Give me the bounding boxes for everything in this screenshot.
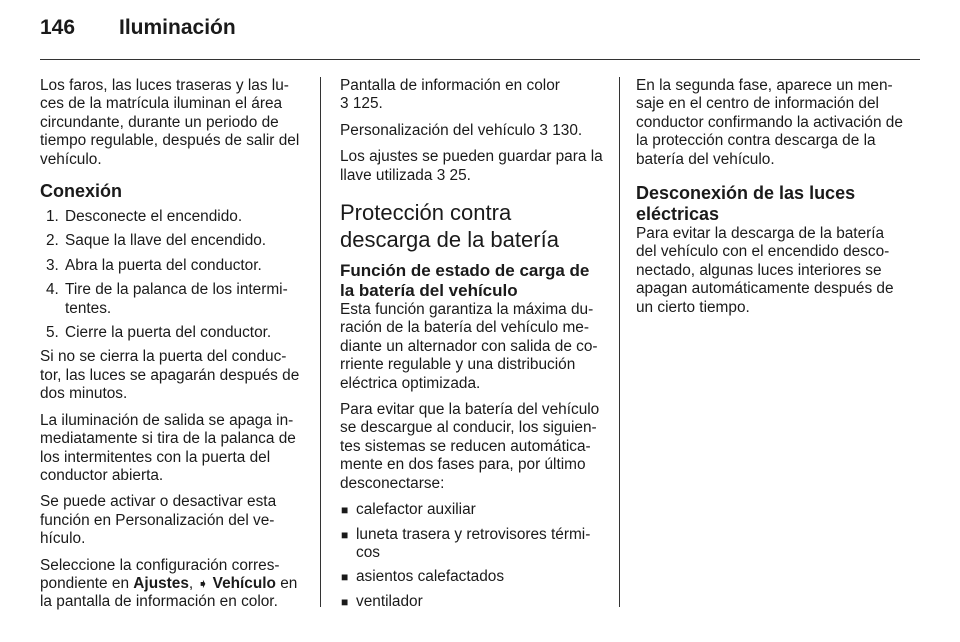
heading-desconexion: Desconexión de las luces eléctricas (636, 183, 856, 225)
systems-list (340, 501, 604, 611)
column-1 (40, 77, 305, 620)
list-item-text: calefactor auxiliar (356, 501, 476, 519)
list-item (40, 257, 305, 275)
column-2 (340, 77, 604, 617)
cross-reference (340, 148, 604, 185)
steps-list (40, 208, 305, 342)
paragraph: La iluminación de salida se apaga in-mediatamente si tira de la palanca de los intermitentes con la puerta del conductor abierta. (40, 411, 296, 484)
section-title: Iluminación (119, 16, 236, 39)
step-text: Desconecte el encendido. (65, 208, 243, 226)
step-number: 1. (46, 208, 59, 226)
paragraph: Si no se cierra la puerta del conduc-tor, las luces se apagarán después de dos minutos. (40, 348, 300, 403)
list-item (40, 281, 305, 318)
reference-arrow-icon: 3 (340, 95, 349, 113)
bullet-icon: ■ (341, 570, 349, 585)
list-item-text: luneta trasera y retrovisores térmi-cos (356, 525, 591, 561)
list-item (40, 324, 305, 342)
text-run: Seleccione la configuración corres-pondiente en (40, 556, 280, 592)
step-number: 2. (46, 232, 59, 250)
paragraph: En la segunda fase, aparece un men-saje en el centro de información del conductor confirmando la activación de la protección contra descarga de la batería del vehículo. (636, 77, 903, 168)
intro-paragraph: Los faros, las luces traseras y las lu-ces de la matrícula iluminan el área circundante, durante un periodo de tiempo regulable, después de salir del vehículo. (40, 77, 300, 168)
bullet-icon: ■ (341, 503, 349, 518)
column-divider-2 (619, 77, 620, 607)
step-number: 5. (46, 324, 59, 342)
text-run: , (188, 574, 198, 592)
column-3 (636, 77, 904, 325)
paragraph: Esta función garantiza la máxima du-ración de la batería del vehículo me-diante un alternador con salida de co-rriente regulable y una distribución eléctrica optimizada. (340, 301, 598, 392)
cross-reference (340, 122, 604, 140)
column-divider-1 (320, 77, 321, 607)
reference-text: Los ajustes se pueden guardar para la llave utilizada (340, 148, 603, 184)
list-item (340, 593, 604, 611)
paragraph: Se puede activar o desactivar esta función en Personalización del ve-hículo. (40, 493, 277, 548)
reference-text: Pantalla de información en color (340, 77, 560, 94)
reference-text: Personalización del vehículo (340, 121, 536, 139)
list-item (340, 526, 604, 563)
heading-proteccion: Protección contra descarga de la batería (340, 200, 559, 253)
reference-arrow-icon: 3 (539, 121, 548, 139)
reference-page: 125. (352, 95, 383, 113)
step-text: Abra la puerta del conductor. (65, 256, 262, 274)
reference-page: 130. (552, 121, 583, 139)
reference-page: 25. (449, 166, 471, 184)
reference-arrow-icon: 3 (436, 166, 446, 184)
subheading-estado-carga: Función de estado de carga de la batería del vehículo (340, 261, 590, 301)
paragraph: Para evitar la descarga de la batería del vehículo con el encendido desco-nectado, algunas luces interiores se apagan automáticamente después de un cierto tiempo. (636, 225, 894, 316)
paragraph: Para evitar que la batería del vehículo se descargue al conducir, los siguien-tes sistemas se reducen automática-mente en dos fases para, por último desconectarse: (340, 401, 600, 492)
step-number: 3. (46, 256, 59, 274)
cross-reference (340, 77, 604, 114)
heading-conexion: Conexión (40, 181, 123, 202)
step-text: Tire de la palanca de los intermi-tentes. (65, 281, 288, 317)
list-item (340, 501, 604, 519)
list-item-text: ventilador (356, 592, 423, 610)
arrow-icon: ➧ (197, 575, 209, 591)
menu-vehiculo: Vehículo (212, 574, 276, 592)
text-run: en la pantalla de información en color. (40, 574, 298, 611)
step-number: 4. (46, 281, 59, 299)
list-item (340, 568, 604, 586)
page-number: 146 (40, 16, 76, 39)
page-header (40, 16, 920, 50)
step-text: Cierre la puerta del conductor. (65, 324, 272, 342)
list-item (40, 232, 305, 250)
list-item (40, 208, 305, 226)
header-rule (40, 59, 920, 60)
step-text: Saque la llave del encendido. (65, 232, 267, 250)
menu-ajustes: Ajustes (133, 574, 189, 592)
bullet-icon: ■ (341, 527, 349, 542)
paragraph (40, 557, 305, 612)
list-item-text: asientos calefactados (356, 568, 505, 586)
bullet-icon: ■ (341, 594, 349, 609)
